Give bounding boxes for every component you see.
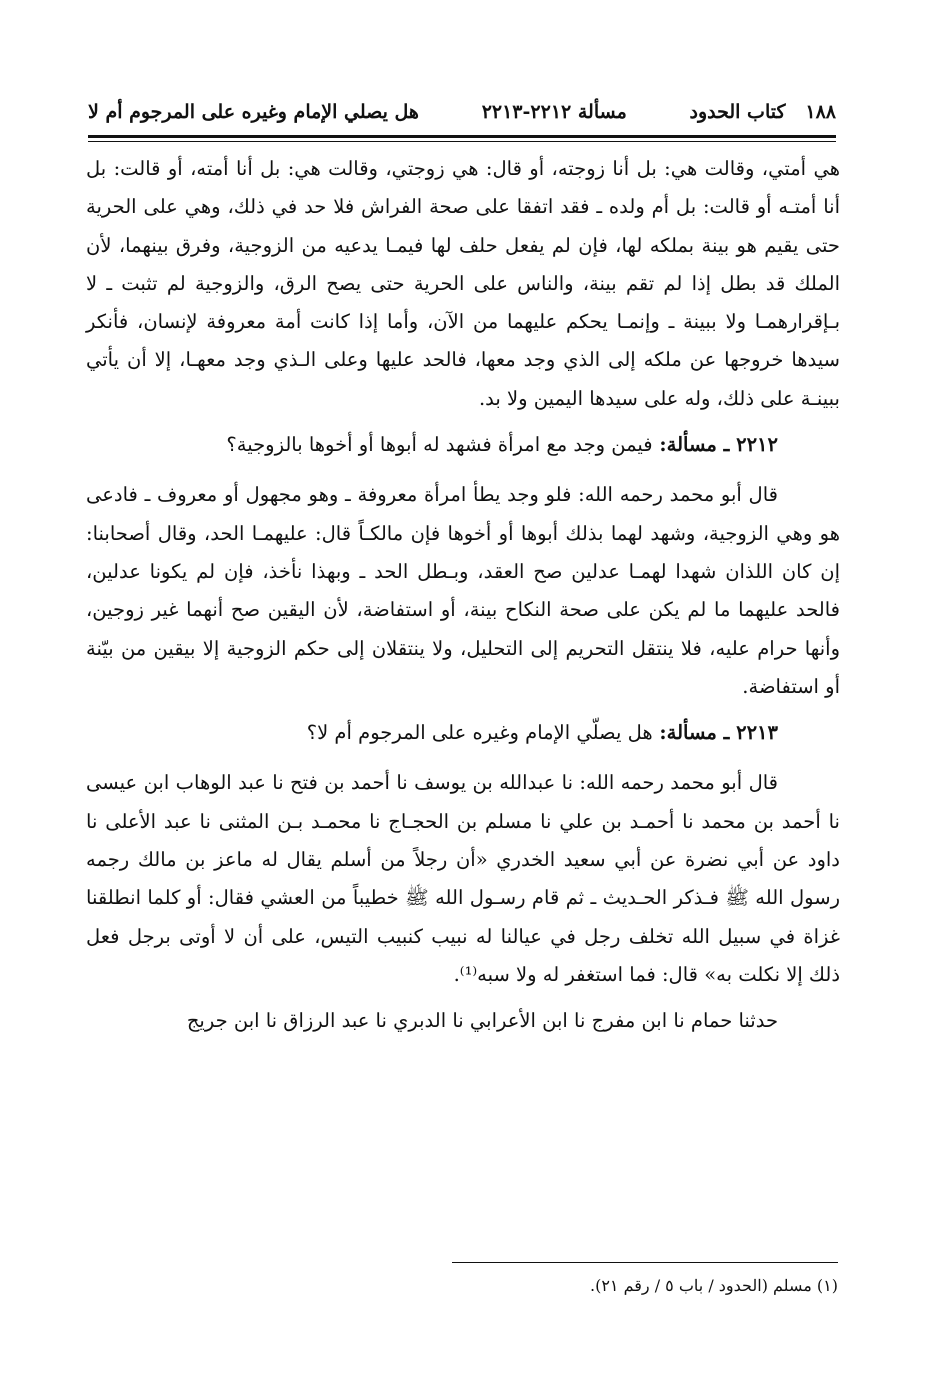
issue-2213-heading [86,714,840,752]
paragraph-1: هي أمتي، وقالت هي: بل أنا زوجته، أو قال: هي زوجتي، وقالت هي: بل أنا أمته، أو قالت: بل أنا أمتـه أو قالت: بل أم ولده ـ فقد اتفقا على صحة الفراش فلا حد في ذلك، وهي على الحرية حتى يقيم هو بينة بملكه لها، فإن لم يفعل حلف لها فيمـا يدعيه من الزوجية، وفرق بينهما، لأن الملك قد بطل إذا لم تقم بينة، والناس على الحرية حتى يصح الرق، والزوجية لم تثبت ـ لا بـإقرارهمـا ولا ببينة ـ وإنمـا يحكم عليهما من الآن، وأما إذا كانت أمة معروفة لإنسان، فأنكر سيدها خروجها عن ملكه إلى الذي وجد معها، فالحد عليها وعلى الـذي وجد معهـا، إلا أن يأتي ببينـة على ذلك، وله على سيدها اليمين ولا بد. [86,157,840,410]
issue-2213-title: هل يصلّي الإمام وغيره على المرجوم أم لا؟ [306,721,653,745]
header-rule-thin [88,141,836,142]
issues-range: مسألة ٢٢١٢-٢٢١٣ [481,101,627,123]
issue-2212-title: فيمن وجد مع امرأة فشهد له أبوها أو أخوها بالزوجية؟ [226,433,653,457]
footnote-separator [452,1262,838,1263]
header-rule [88,135,836,138]
paragraph-4: حدثنا حمام نا ابن مفرج نا ابن الأعرابي نا الدبري نا عبد الرزاق نا ابن جريج [186,1009,778,1033]
issue-2212-number: ٢٢١٢ ـ مسألة: [659,433,778,457]
running-title: هل يصلي الإمام وغيره على المرجوم أم لا [88,101,419,123]
paragraph-2: قال أبو محمد رحمه الله: فلو وجد يطأ امرأة معروفة ـ وهو مجهول أو معروف ـ فادعى هو وهي الزوجية، وشهد لهما بذلك أبوها أو أخوها فإن مالكـاً قال: عليهمـا الحد، وقال أصحابنا: إن كان اللذان شهدا لهمـا عدلين صح العقد، وبـطل الحد ـ وبهذا نأخذ، فإن لم يكونا عدلين، فالحد عليهما ما لم يكن على صحة النكاح بينة، أو استفاضة، لأن اليقين صح أنهما غير زوجين، وأنها حرام عليه، فلا ينتقل التحريم إلى التحليل، ولا ينتقلان إلى حكم الزوجية إلا بيقين من بيّنة أو استفاضة. [86,483,840,698]
book-title: كتاب الحدود [689,101,786,123]
page-number-and-book [690,101,837,123]
page-number: ١٨٨ [805,101,836,123]
issue-2212-heading [86,426,840,464]
issue-2213-number: ٢٢١٣ ـ مسألة: [659,721,778,745]
running-header [88,92,836,132]
paragraph-3: قال أبو محمد رحمه الله: نا عبدالله بن يوسف نا أحمد بن فتح نا عبد الوهاب ابن عيسى نا أحمد بن محمد نا أحمـد بن علي نا مسلم بن الحجـاج نا محمـد بـن المثنى نا عبد الأعلى نا داود عن أبي نضرة عن أبي سعيد الخدري «أن رجلاً من أسلم يقال له ماعز بن مالك رجمه رسول الله ﷺ فـذكر الحـديث ـ ثم قام رسـول الله ﷺ خطيباً من العشي فقال: أو كلما انطلقنا غزاة في سبيل الله تخلف رجل في عيالنا له نبيب كنبيب التيس، على أن لا أوتى برجل فعل ذلك إلا نكلت به» قال: فما استغفر له ولا سبه⁽¹⁾. [86,771,840,986]
page-body [86,150,840,1041]
footnote: (١) مسلم (الحدود / باب ٥ / رقم ٢١). [589,1276,838,1295]
